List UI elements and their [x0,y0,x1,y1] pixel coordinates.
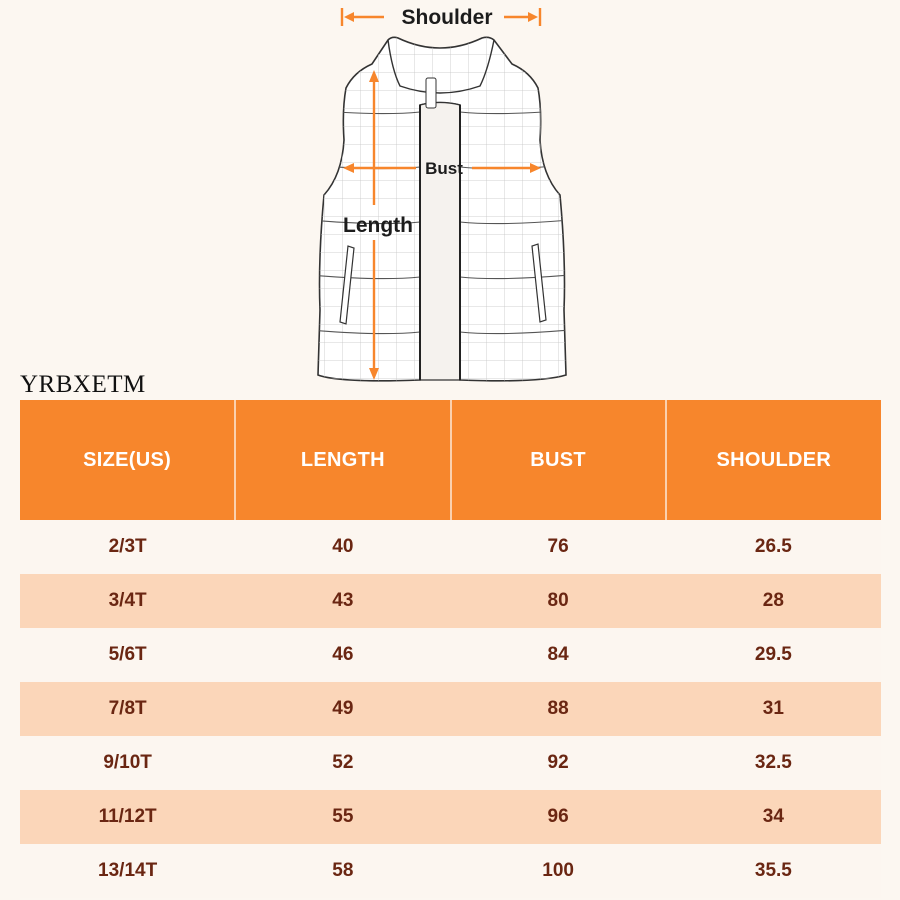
cell-shoulder: 26.5 [666,520,881,574]
header-size: SIZE(US) [20,400,235,520]
cell-bust: 96 [451,790,666,844]
table-row [20,682,881,736]
vest-icon [300,30,590,390]
cell-size: 11/12T [20,790,235,844]
cell-bust: 80 [451,574,666,628]
table-header-row [20,400,881,520]
cell-length: 43 [235,574,450,628]
table-row [20,628,881,682]
table-row [20,574,881,628]
header-shoulder: SHOULDER [666,400,881,520]
header-bust: BUST [451,400,666,520]
cell-size: 3/4T [20,574,235,628]
header-length: LENGTH [235,400,450,520]
cell-shoulder: 28 [666,574,881,628]
cell-size: 9/10T [20,736,235,790]
table-row [20,844,881,898]
cell-bust: 92 [451,736,666,790]
cell-shoulder: 34 [666,790,881,844]
cell-shoulder: 31 [666,682,881,736]
cell-bust: 76 [451,520,666,574]
bust-label: Bust [425,159,463,178]
cell-shoulder: 35.5 [666,844,881,898]
table-row [20,736,881,790]
cell-length: 46 [235,628,450,682]
cell-length: 58 [235,844,450,898]
length-label: Length [343,214,413,237]
shoulder-label: Shoulder [401,6,493,29]
cell-size: 7/8T [20,682,235,736]
cell-length: 52 [235,736,450,790]
cell-length: 49 [235,682,450,736]
cell-shoulder: 29.5 [666,628,881,682]
vest-diagram [0,0,900,395]
size-chart-table [20,400,881,898]
cell-size: 13/14T [20,844,235,898]
cell-bust: 100 [451,844,666,898]
cell-length: 40 [235,520,450,574]
cell-size: 2/3T [20,520,235,574]
table-row [20,520,881,574]
brand-name: YRBXETM [20,371,146,398]
cell-bust: 88 [451,682,666,736]
cell-shoulder: 32.5 [666,736,881,790]
cell-bust: 84 [451,628,666,682]
table-row [20,790,881,844]
cell-length: 55 [235,790,450,844]
cell-size: 5/6T [20,628,235,682]
